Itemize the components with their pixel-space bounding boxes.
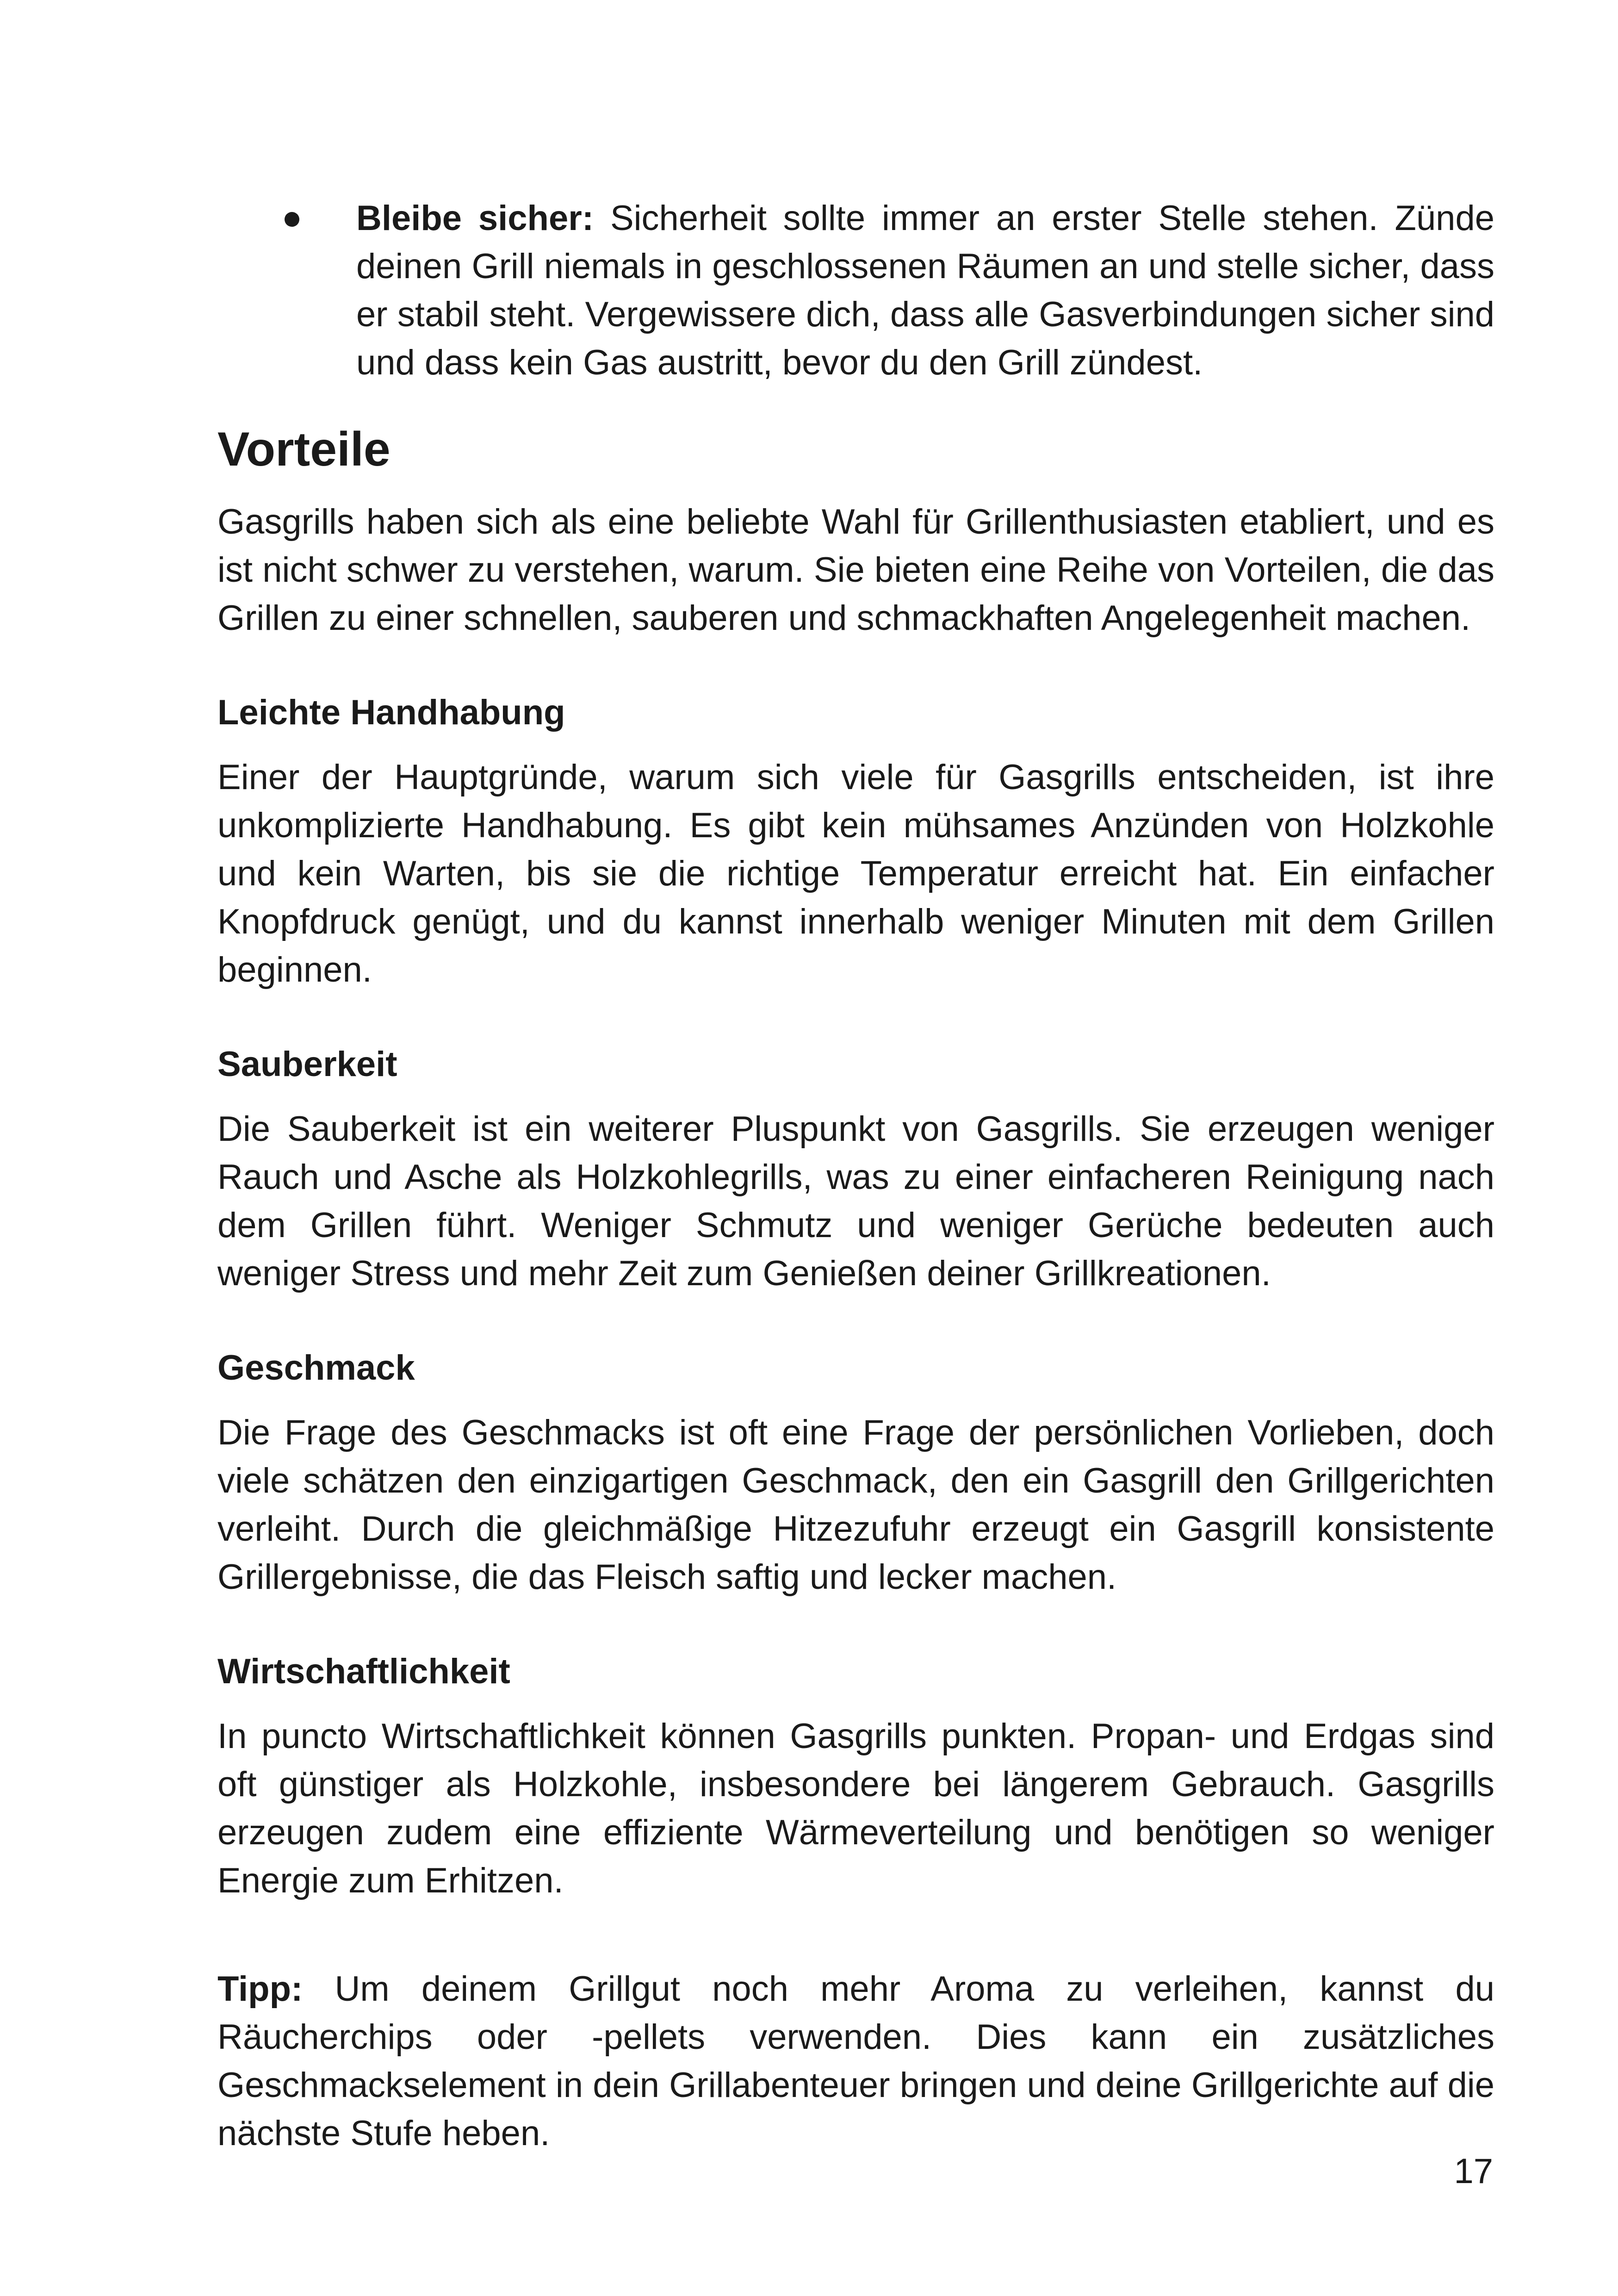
subsection-heading-taste: Geschmack <box>217 1348 415 1388</box>
tip-text: Um deinem Grillgut noch mehr Aroma zu verleihen, kannst du Räucherchips oder -pellets verwenden. Dies kann ein zusätzliches Geschmackselement in dein Grillabenteuer bringen und deine Grillgerichte auf die nächste Stufe heben. <box>217 1969 1494 2153</box>
subsection-heading-economy: Wirtschaftlichkeit <box>217 1652 510 1691</box>
subsection-text-taste: Die Frage des Geschmacks ist oft eine Frage der persönlichen Vorlieben, doch viele schätzen den einzigartigen Geschmack, den ein Gasgrill den Grillgerichten verleiht. Durch die gleichmäßige Hitzezufuhr erzeugt ein Gasgrill konsistente Grillergebnisse, die das Fleisch saftig und lecker machen. <box>217 1413 1494 1597</box>
section-title: Vorteile <box>217 423 391 476</box>
page-content <box>217 194 1494 2158</box>
bullet-item-safety <box>217 194 1494 387</box>
subsection-text-handling: Einer der Hauptgründe, warum sich viele für Gasgrills entscheiden, ist ihre unkomplizierte Handhabung. Es gibt kein mühsames Anzünden von Holzkohle und kein Warten, bis sie die richtige Temperatur erreicht hat. Ein einfacher Knopfdruck genügt, und du kannst innerhalb weniger Minuten mit dem Grillen beginnen. <box>217 758 1494 989</box>
subsection-text-cleanliness: Die Sauberkeit ist ein weiterer Pluspunkt von Gasgrills. Sie erzeugen weniger Rauch und Asche als Holzkohlegrills, was zu einer einfacheren Reinigung nach dem Grillen führt. Weniger Schmutz und weniger Gerüche bedeuten auch weniger Stress und mehr Zeit zum Genießen deiner Grillkreationen. <box>217 1109 1494 1293</box>
bullet-paragraph <box>356 194 1494 387</box>
page-number: 17 <box>1454 2152 1493 2191</box>
subsection-heading-cleanliness: Sauberkeit <box>217 1045 397 1084</box>
bullet-label: Bleibe sicher: <box>356 199 594 238</box>
bullet-dot-icon <box>285 212 299 227</box>
section-intro: Gasgrills haben sich als eine beliebte Wahl für Grillenthusiasten etabliert, und es ist nicht schwer zu verstehen, warum. Sie bieten eine Reihe von Vorteilen, die das Grillen zu einer schnellen, sauberen und schmackhaften Angelegenheit machen. <box>217 502 1494 638</box>
subsection-heading-handling: Leichte Handhabung <box>217 693 565 732</box>
subsection-text-economy: In puncto Wirtschaftlichkeit können Gasgrills punkten. Propan- und Erdgas sind oft günstiger als Holzkohle, insbesondere bei längerem Gebrauch. Gasgrills erzeugen zudem eine effiziente Wärmeverteilung und benötigen so weniger Energie zum Erhitzen. <box>217 1717 1494 1900</box>
tip-paragraph <box>217 1965 1494 2158</box>
bullet-text: Sicherheit sollte immer an erster Stelle stehen. Zünde deinen Grill niemals in geschlossenen Räumen an und stelle sicher, dass er stabil steht. Vergewissere dich, dass alle Gasverbindungen sicher sind und dass kein Gas austritt, bevor du den Grill zündest. <box>356 199 1494 382</box>
tip-label: Tipp: <box>217 1969 303 2009</box>
